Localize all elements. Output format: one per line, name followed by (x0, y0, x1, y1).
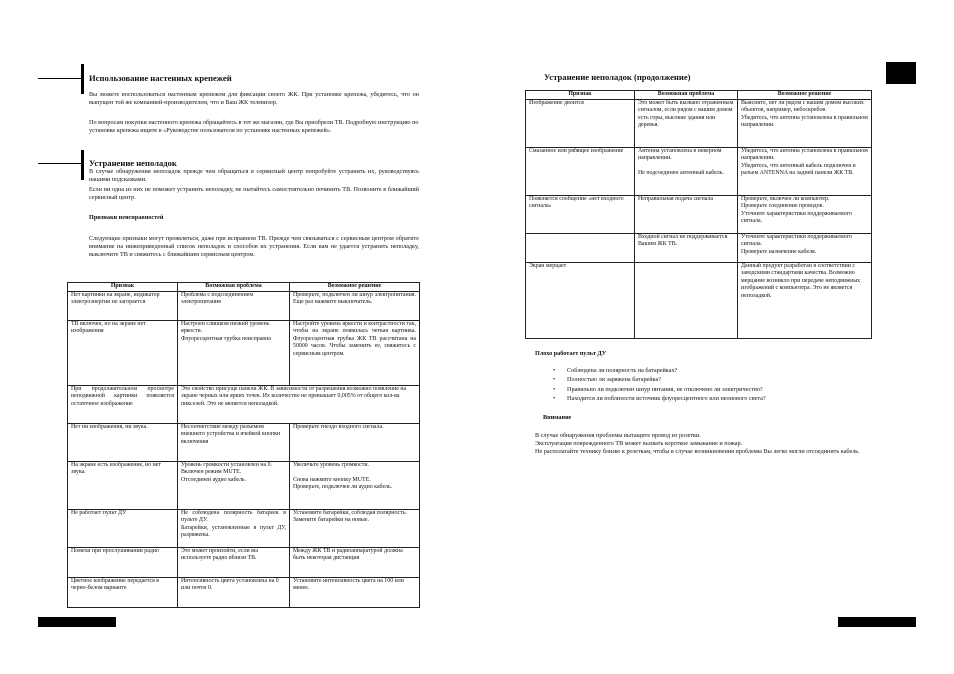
table-cell: Уточните характеристики поддерживаемого сигнала. Проверьте назначение кабеля. (738, 233, 872, 262)
table-cell: Выясните, нет ли рядом с вашим домом высоких объектов, например, небоскребов. Убедитесь, что антенна установлена в правильном направлении. (738, 99, 872, 147)
table-row (68, 320, 420, 385)
section-marker-line (38, 163, 83, 164)
column-header: Возможная проблема (178, 283, 290, 292)
signs-title: Признаки неисправностей (89, 214, 164, 221)
table-cell: Нет ни изображения, ни звука. (68, 423, 178, 461)
table-cell: Смазанное или рябящее изображение (526, 147, 635, 195)
column-header: Возможное решение (738, 91, 872, 100)
table-row (68, 423, 420, 461)
list-item: • Правильно ли подключен шнур питания, не отключено ли электричество? (545, 385, 875, 394)
left-trouble-table (67, 282, 420, 608)
table-cell: Настроен слишком низкий уровень яркости. Флуоресцентная трубка неисправна (178, 320, 290, 385)
table-cell: Уровень громкости установлен на 0. Включен режим MUTE. Отсоединен аудио кабель. (178, 461, 290, 509)
table-row (68, 547, 420, 577)
table-cell: Несоответствие между разъемом внешнего устройства и ячейкой кнопки включения (178, 423, 290, 461)
table-row (68, 509, 420, 547)
table-cell: Это свойство присуще панели ЖК. В зависимости от разрешения возможно появление на экране черных или ярких точек. Их количество не превышает 0,005% от общего кол-ва пикселей. Это не является неполадкой. (178, 385, 420, 423)
table-cell: Неправильная подача сигнала (635, 195, 738, 233)
list-item: • Находится ли поблизости источник флуоресцентного или неонового света? (545, 394, 875, 403)
table-cell: Изображение двоится (526, 99, 635, 147)
table-cell: Не соблюдена полярность батареек в пульте ДУ. Батарейки, установленные в пульт ДУ, разряжены. (178, 509, 290, 547)
column-header: Возможное решение (290, 283, 420, 292)
table-cell: Антенна установлена в неверном направлении. Не подсоединен антенный кабель. (635, 147, 738, 195)
mount-paragraph-1: Вы можете воспользоваться настенным крепежом для фиксации своего ЖК. При установке крепежа, убедитесь, что он выпущен той же компанией-производителем, что и Ваш ЖК телевизор. (89, 91, 419, 107)
table-cell (635, 262, 738, 338)
section-marker-bar (81, 64, 84, 94)
signs-text: Следующие признаки могут проявляться, даже при исправном ТВ. Прежде чем связываться с сервисным центром обратите внимание на нижеприведенный список неполадок и способов их устранения. Если вам не удается устранить неполадку, выключите ТВ и свяжитесь с ближайшим сервисным центром. (89, 235, 419, 259)
table-cell: Проблема с подсоединением электропитания (178, 291, 290, 320)
table-row (526, 233, 872, 262)
column-header: Возможная проблема (635, 91, 738, 100)
table-header-row (526, 91, 872, 100)
section-marker-line (38, 78, 83, 79)
table-cell: Увеличьте уровень громкости. Снова нажмите кнопку MUTE. Проверьте, подключен ли аудио кабель. (290, 461, 420, 509)
table-row (526, 99, 872, 147)
table-cell: ТВ включен, но на экране нет изображения (68, 320, 178, 385)
table-cell: Убедитесь, что антенна установлена в правильном направлении. Убедитесь, что антенный кабель подключен в разъем ANTENNA на задней панели ЖК ТВ. (738, 147, 872, 195)
table-cell: Проверьте, включен ли компьютер. Проверьте соединение проводов. Уточните характеристики поддерживаемого сигнала. (738, 195, 872, 233)
table-cell: Проверьте гнездо входного сигнала. (290, 423, 420, 461)
footer-bar-right (838, 617, 916, 627)
remote-checklist (545, 366, 875, 404)
column-header: Признак (526, 91, 635, 100)
table-cell (526, 233, 635, 262)
table-cell: Это может произойти, если вы используете радио вблизи ТВ. (178, 547, 290, 577)
section-marker-bar (81, 150, 84, 180)
list-item: • Полностью ли заряжена батарейка? (545, 375, 875, 384)
attention-line-3: Не располагайте технику близко к розеткам, чтобы в случае возникновения проблемы Вы легко могли отсоединить кабель. (535, 448, 860, 455)
attention-line-2: Эксплуатация поврежденного ТВ может вызвать короткое замыкание и пожар. (535, 440, 743, 447)
table-cell: Цветное изображение передается в черно-белом варианте (68, 577, 178, 607)
table-cell: Не работает пульт ДУ (68, 509, 178, 547)
continued-heading: Устранение неполадок (продолжение) (544, 72, 691, 82)
table-row (526, 195, 872, 233)
trouble-paragraph-2: Если ни одна из них не поможет устранить неполадку, не пытайтесь самостоятельно починить ТВ. Позвоните в ближайший сервисный центр. (89, 186, 419, 202)
table-cell: Нет картинки на экране, индикатор электроэнергии не загорается (68, 291, 178, 320)
table-row (68, 461, 420, 509)
table-cell: При продолжительном просмотре неподвижной картинки появляется остаточное изображение (68, 385, 178, 423)
footer-bar-left (38, 617, 116, 627)
table-cell: Помехи при прослушивании радио (68, 547, 178, 577)
attention-line-1: В случае обнаружения проблемы вытащите провод из розетки. (535, 432, 701, 439)
table-row (526, 262, 872, 338)
attention-title: Внимание (543, 414, 572, 421)
table-cell: Данный продукт разработан в соответствии с заводскими стандартами качества. Возможно мерцание возникло при передаче неподвижных изображений с компьютера. Это не является неполадкой. (738, 262, 872, 338)
table-header-row (68, 283, 420, 292)
table-cell: Входной сигнал не поддерживается Вашим ЖК ТВ. (635, 233, 738, 262)
table-cell: Экран мерцает (526, 262, 635, 338)
table-row (68, 577, 420, 607)
table-cell: Между ЖК ТВ и радиоаппаратурой должна быть некоторая дистанция (290, 547, 420, 577)
right-trouble-table (525, 90, 872, 339)
table-row (68, 291, 420, 320)
trouble-heading: Устранение неполадок (89, 158, 177, 168)
column-header: Признак (68, 283, 178, 292)
table-cell: Это может быть вызвано отраженным сигналом, если рядом с вашим домом есть горы, высокие здания или деревья. (635, 99, 738, 147)
table-row (68, 385, 420, 423)
trouble-paragraph-1: В случае обнаружения неполадок прежде чем обращаться в сервисный центр попробуйте устранить их, руководствуясь нашими подсказками. (89, 168, 419, 184)
mount-paragraph-2: По вопросам покупки настенного крепежа обращайтесь в тот же магазин, где Вы приобрели ТВ. Подробную инструкцию по установке крепежа ищите в «Руководстве пользователя по установке настенных крепежей». (89, 119, 419, 135)
table-row (526, 147, 872, 195)
table-cell: Установите интенсивность цвета на 100 или менее. (290, 577, 420, 607)
table-cell: Установите батарейки, соблюдая полярность. Замените батарейки на новые. (290, 509, 420, 547)
mount-heading: Использование настенных крепежей (89, 73, 232, 83)
table-cell: Настройте уровень яркости и контрастности так, чтобы на экране появилась четкая картинка. Флуоресцентная трубка ЖК ТВ рассчитана на 50000 часов. Чтобы заменить ее, свяжитесь с сервисным центром. (290, 320, 420, 385)
table-cell: Проверьте, подключен ли шнур электропитания. Еще раз нажмите выключатель. (290, 291, 420, 320)
list-item: • Соблюдена ли полярность на батарейках? (545, 366, 875, 375)
page-corner-tab (886, 62, 916, 84)
table-cell: Появляется сообщение «нет входного сигнала» (526, 195, 635, 233)
remote-title: Плохо работает пульт ДУ (535, 350, 607, 357)
table-cell: На экране есть изображение, но нет звука. (68, 461, 178, 509)
table-cell: Интенсивность цвета установлена на 0 или почти 0. (178, 577, 290, 607)
